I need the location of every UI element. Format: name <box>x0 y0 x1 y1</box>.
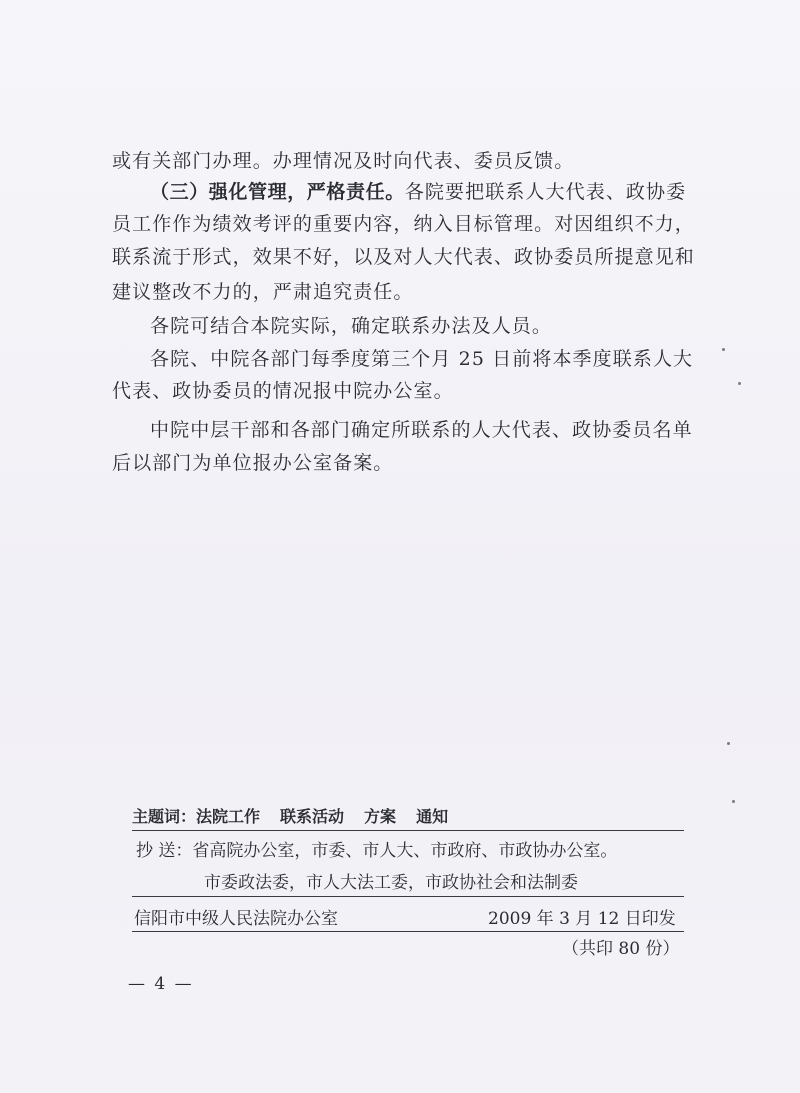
keyword: 法院工作 <box>196 807 261 826</box>
issue-date: 2009 年 3 月 12 日印发 <box>488 909 676 929</box>
page-number: — 4 — <box>128 974 194 994</box>
keyword: 方案 <box>364 807 397 826</box>
keyword: 联系活动 <box>280 807 345 826</box>
paragraph-line: 中院中层干部和各部门确定所联系的人大代表、政协委员名单 <box>150 419 693 441</box>
keywords-label: 主题词： <box>132 807 197 826</box>
paragraph-line: 建议整改不力的，严肃追究责任。 <box>112 281 414 303</box>
scan-speck <box>732 800 735 803</box>
divider <box>132 896 684 897</box>
section-heading-line <box>150 177 686 204</box>
scan-speck <box>727 742 730 745</box>
scan-speck <box>722 348 725 351</box>
paragraph-line: 后以部门为单位报办公室备案。 <box>112 452 394 474</box>
paragraph-line: 联系流于形式，效果不好，以及对人大代表、政协委员所提意见和 <box>112 246 695 268</box>
paragraph-line: 员工作作为绩效考评的重要内容，纳入目标管理。对因组织不力， <box>112 213 695 235</box>
paragraph-text: 各院要把联系人大代表、政协委 <box>404 181 687 203</box>
scan-speck <box>738 382 741 385</box>
paragraph-line: 或有关部门办理。办理情况及时向代表、委员反馈。 <box>112 150 575 172</box>
copies-count: （共印 80 份） <box>562 939 680 959</box>
keywords-row <box>132 804 468 827</box>
cc-label: 抄 送： <box>136 841 193 861</box>
keyword: 通知 <box>416 807 449 826</box>
section-heading: （三）强化管理，严格责任。 <box>150 181 405 203</box>
divider <box>132 931 684 932</box>
divider <box>132 830 684 831</box>
cc-recipients-1: 省高院办公室，市委、市人大、市政府、市政协办公室。 <box>192 841 618 861</box>
paragraph-line: 代表、政协委员的情况报中院办公室。 <box>112 380 454 402</box>
issuer: 信阳市中级人民法院办公室 <box>134 909 338 929</box>
cc-row <box>136 836 617 861</box>
paragraph-line: 各院可结合本院实际，确定联系办法及人员。 <box>150 315 553 337</box>
paragraph-line: 各院、中院各部门每季度第三个月 25 日前将本季度联系人大 <box>150 348 694 370</box>
cc-recipients-2: 市委政法委，市人大法工委，市政协社会和法制委 <box>204 873 578 893</box>
